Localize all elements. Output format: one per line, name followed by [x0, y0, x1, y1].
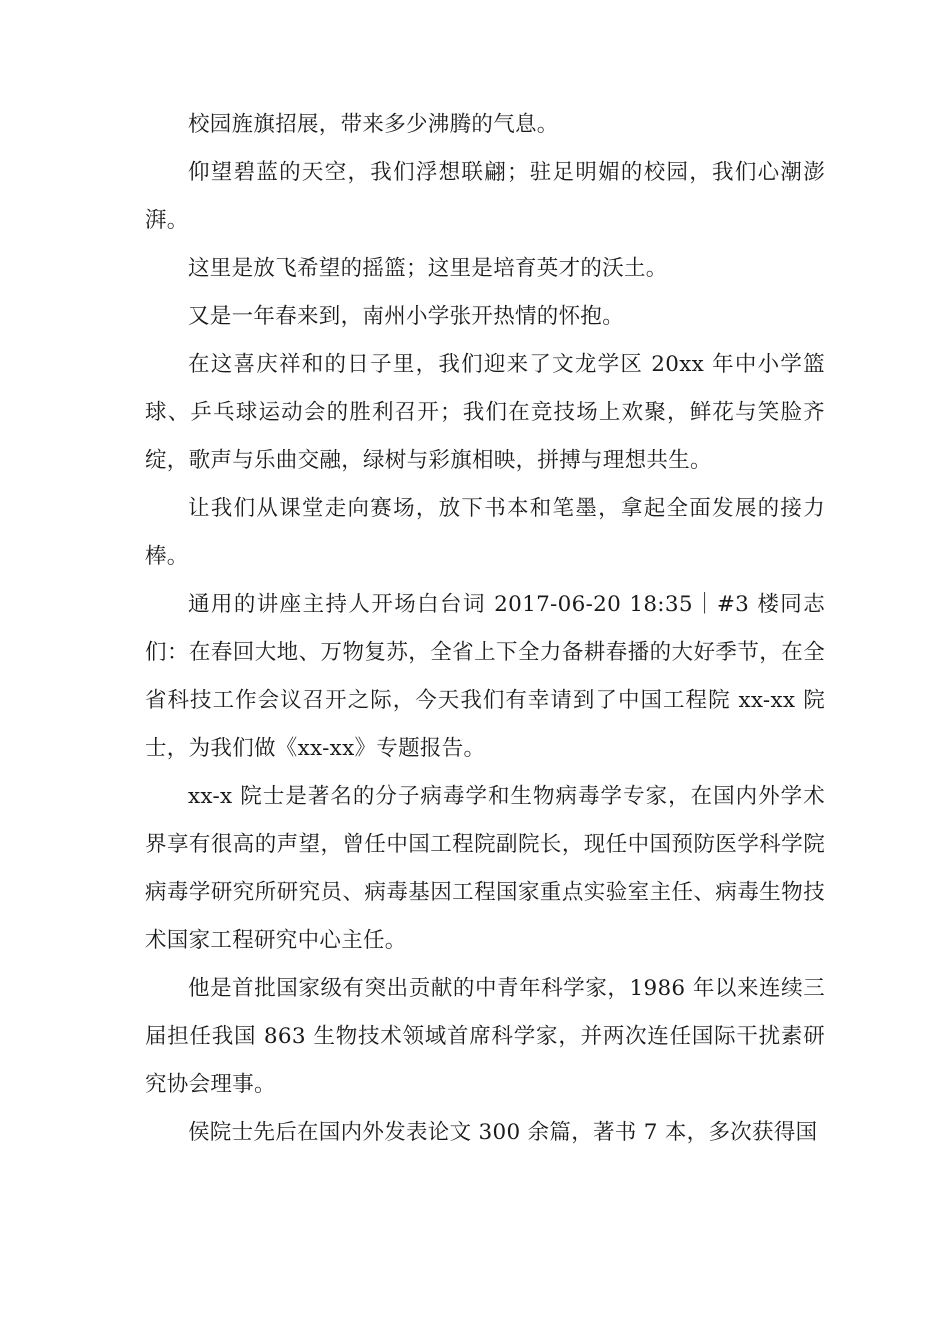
paragraph: 侯院士先后在国内外发表论文 300 余篇，著书 7 本，多次获得国	[188, 1120, 818, 1145]
paragraph: 校园旌旗招展，带来多少沸腾的气息。	[188, 112, 559, 137]
document-body	[145, 101, 825, 1157]
paragraph: 在这喜庆祥和的日子里，我们迎来了文龙学区 20xx 年中小学篮球、乒乓球运动会的胜利召开；我们在竞技场上欢聚，鲜花与笑脸齐绽，歌声与乐曲交融，绿树与彩旗相映，拼搏与理想共生。	[145, 352, 825, 473]
paragraph: 这里是放飞希望的摇篮；这里是培育英才的沃土。	[188, 256, 668, 281]
paragraph: 他是首批国家级有突出贡献的中青年科学家，1986 年以来连续三届担任我国 863 生物技术领域首席科学家，并两次连任国际干扰素研究协会理事。	[145, 976, 825, 1097]
paragraph: 仰望碧蓝的天空，我们浮想联翩；驻足明媚的校园，我们心潮澎湃。	[145, 160, 825, 233]
paragraph: 让我们从课堂走向赛场，放下书本和笔墨，拿起全面发展的接力棒。	[145, 496, 825, 569]
paragraph: 通用的讲座主持人开场白台词 2017-06-20 18:35｜#3 楼同志们：在春回大地、万物复苏，全省上下全力备耕春播的大好季节，在全省科技工作会议召开之际，今天我们有幸请到了中国工程院 xx-xx 院士，为我们做《xx-xx》专题报告。	[145, 592, 825, 761]
paragraph: 又是一年春来到，南州小学张开热情的怀抱。	[188, 304, 625, 329]
paragraph: xx-x 院士是著名的分子病毒学和生物病毒学专家，在国内外学术界享有很高的声望，曾任中国工程院副院长，现任中国预防医学科学院病毒学研究所研究员、病毒基因工程国家重点实验室主任、病毒生物技术国家工程研究中心主任。	[145, 784, 825, 953]
